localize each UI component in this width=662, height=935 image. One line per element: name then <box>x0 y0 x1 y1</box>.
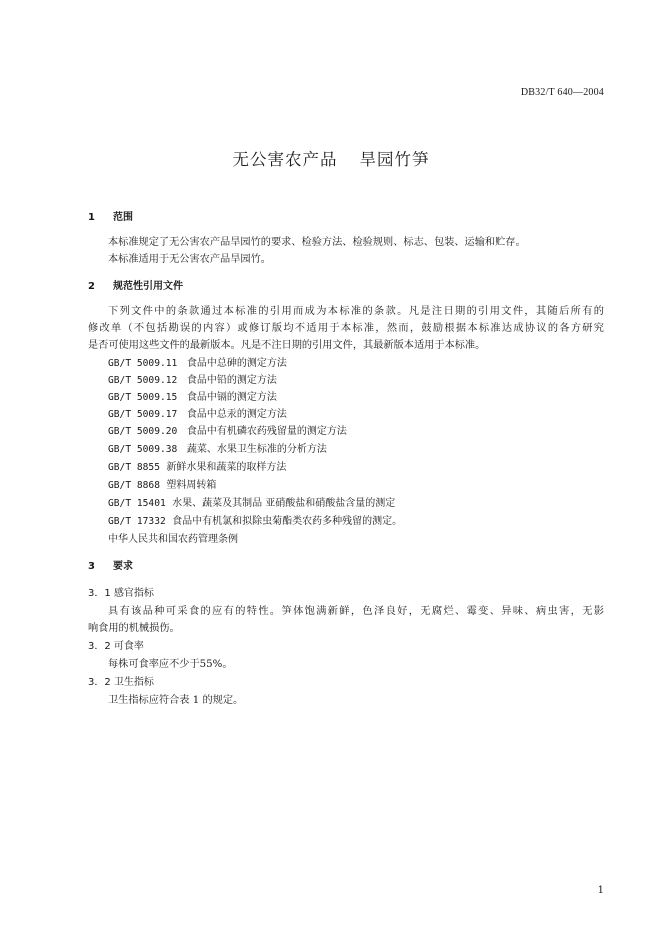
reference-title: 塑料周转箱 <box>166 480 217 491</box>
reference-item <box>108 476 216 491</box>
reference-code: GB/T 8868 <box>108 480 160 491</box>
title-part-2: 旱园竹笋 <box>359 150 430 169</box>
normative-intro-line-2: 修改单（不包括勘误的内容）或修订版均不适用于本标准，然而，鼓励根据本标准达成协议的各方研究 <box>88 323 604 334</box>
normative-intro-line-3: 是否可使用这些文件的最新版本。凡是不注日期的引用文件，其最新版本适用于本标准。 <box>88 340 486 351</box>
section-3-heading <box>88 557 133 572</box>
sensory-paragraph-line-1: 具有该品种可采食的应有的特性。笋体饱满新鲜，色泽良好，无腐烂、霉变、异味、病虫害，无影 <box>108 606 604 617</box>
scope-paragraph-2: 本标准适用于无公害农产品旱园竹。 <box>108 254 271 265</box>
subsection-3-1-heading <box>88 584 154 599</box>
subsection-number: 3．2 <box>88 641 111 652</box>
sensory-paragraph-line-2: 响食用的机械损伤。 <box>88 623 180 634</box>
section-title: 规范性引用文件 <box>113 281 183 292</box>
reference-title: 蔬菜、水果卫生标准的分析方法 <box>186 444 327 455</box>
reference-code: GB/T 5009.38 <box>108 444 178 455</box>
reference-code: GB/T 5009.12 <box>108 375 178 386</box>
reference-code: GB/T 5009.20 <box>108 426 178 437</box>
edible-paragraph: 每株可食率应不少于55%。 <box>108 659 233 670</box>
reference-title: 食品中有机氯和拟除虫菊酯类农药多种残留的测定。 <box>172 516 403 527</box>
page-number: 1 <box>597 885 604 896</box>
subsection-number: 3．1 <box>88 588 111 599</box>
subsection-3-3-heading <box>88 673 154 688</box>
reference-code: GB/T 8855 <box>108 462 160 473</box>
section-title: 范围 <box>113 212 133 223</box>
reference-title: 食品中镉的测定方法 <box>186 392 277 403</box>
subsection-title: 可食率 <box>113 641 144 652</box>
subsection-title: 感官指标 <box>113 588 154 599</box>
reference-item <box>108 422 347 437</box>
section-2-heading <box>88 277 183 292</box>
normative-intro-line-1: 下列文件中的条款通过本标准的引用而成为本标准的条款。凡是注日期的引用文件，其随后所有的 <box>108 306 604 317</box>
reference-title: 食品中有机磷农药残留量的测定方法 <box>186 426 347 437</box>
reference-code: GB/T 5009.17 <box>108 409 178 420</box>
hygiene-paragraph: 卫生指标应符合表 1 的规定。 <box>108 695 244 706</box>
reference-item <box>108 440 327 455</box>
subsection-3-2-heading <box>88 637 144 652</box>
reference-title: 水果、蔬菜及其制品 亚硝酸盐和硝酸盐含量的测定 <box>172 498 396 509</box>
subsection-title: 卫生指标 <box>113 677 154 688</box>
reference-code: GB/T 5009.15 <box>108 392 178 403</box>
reference-item <box>108 512 402 527</box>
regulation-item: 中华人民共和国农药管理条例 <box>108 534 238 545</box>
section-1-heading <box>88 208 133 223</box>
reference-item <box>108 371 277 386</box>
reference-title: 食品中总汞的测定方法 <box>186 409 287 420</box>
section-number: 3 <box>88 561 95 572</box>
reference-item <box>108 354 287 369</box>
reference-item <box>108 458 286 473</box>
title-part-1: 无公害农产品 <box>232 150 338 169</box>
section-title: 要求 <box>113 561 133 572</box>
reference-code: GB/T 17332 <box>108 516 166 527</box>
reference-title: 食品中铅的测定方法 <box>186 375 277 386</box>
reference-item <box>108 388 277 403</box>
document-title <box>0 146 662 170</box>
standard-code: DB32/T 640—2004 <box>520 87 604 98</box>
reference-code: GB/T 15401 <box>108 498 166 509</box>
reference-code: GB/T 5009.11 <box>108 358 178 369</box>
reference-title: 新鲜水果和蔬菜的取样方法 <box>166 462 287 473</box>
reference-item <box>108 405 287 420</box>
scope-paragraph-1: 本标准规定了无公害农产品旱园竹的要求、检验方法、检验规则、标志、包装、运输和贮存。 <box>108 237 526 248</box>
reference-title: 食品中总砷的测定方法 <box>186 358 287 369</box>
section-number: 2 <box>88 281 95 292</box>
section-number: 1 <box>88 212 95 223</box>
reference-item <box>108 494 395 509</box>
subsection-number: 3．2 <box>88 677 111 688</box>
